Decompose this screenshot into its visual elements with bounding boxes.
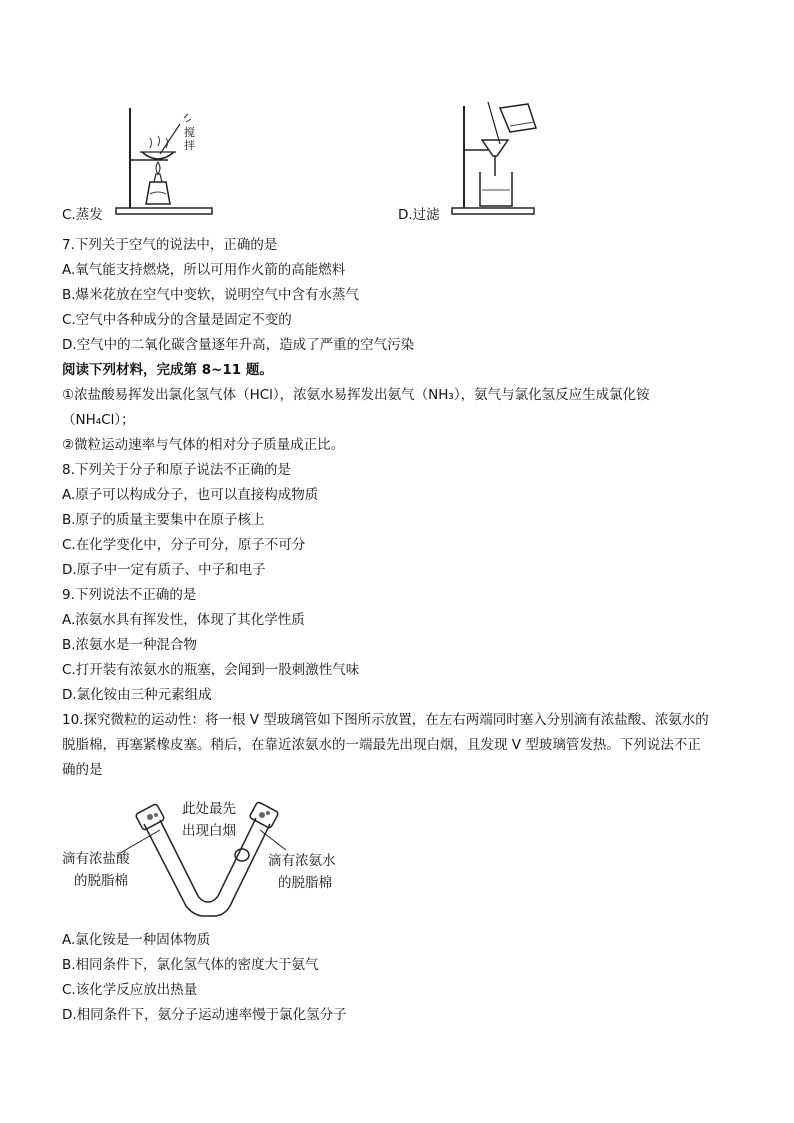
filtration-figure <box>448 100 548 218</box>
q7-option-d: D.空气中的二氧化碳含量逐年升高，造成了严重的空气污染 <box>62 337 415 353</box>
q9-option-a: A.浓氨水具有挥发性，体现了其化学性质 <box>62 612 305 628</box>
q9-stem: 9.下列说法不正确的是 <box>62 587 197 603</box>
v-tube-label-right-1: 滴有浓氨水 <box>268 853 336 869</box>
q9-option-c: C.打开装有浓氨水的瓶塞，会闻到一股刺激性气味 <box>62 662 360 678</box>
q10-stem-line1: 10.探究微粒的运动性：将一根 V 型玻璃管如下图所示放置，在左右两端同时塞入分别滴有浓盐酸、浓氨水的 <box>62 712 709 728</box>
q8-stem: 8.下列关于分子和原子说法不正确的是 <box>62 462 291 478</box>
q7-option-b: B.爆米花放在空气中变软，说明空气中含有水蒸气 <box>62 287 360 303</box>
q8-option-d: D.原子中一定有质子、中子和电子 <box>62 562 266 578</box>
v-tube-label-left-1: 滴有浓盐酸 <box>62 851 130 867</box>
option-c-caption: C.蒸发 <box>62 207 103 223</box>
q8-option-b: B.原子的质量主要集中在原子核上 <box>62 512 265 528</box>
option-d-caption: D.过滤 <box>398 207 440 223</box>
q7-option-a: A.氧气能支持燃烧，所以可用作火箭的高能燃料 <box>62 262 346 278</box>
q8-option-a: A.原子可以构成分子，也可以直接构成物质 <box>62 487 319 503</box>
q9-option-b: B.浓氨水是一种混合物 <box>62 637 198 653</box>
material-2: ②微粒运动速率与气体的相对分子质量成正比。 <box>62 437 345 453</box>
q8-option-c: C.在化学变化中，分子可分，原子不可分 <box>62 537 306 553</box>
q10-option-a: A.氯化铵是一种固体物质 <box>62 932 211 948</box>
q10-option-c: C.该化学反应放出热量 <box>62 982 198 998</box>
material-1-line1: ①浓盐酸易挥发出氯化氢气体（HCl），浓氨水易挥发出氨气（NH₃），氨气与氯化氢反应生成氯化铵 <box>62 387 650 403</box>
q10-stem-line2: 脱脂棉，再塞紧橡皮塞。稍后，在靠近浓氨水的一端最先出现白烟，且发现 V 型玻璃管发热。下列说法不正 <box>62 737 701 753</box>
q10-option-b: B.相同条件下，氯化氢气体的密度大于氨气 <box>62 957 319 973</box>
q10-stem-line3: 确的是 <box>62 762 103 778</box>
q9-option-d: D.氯化铵由三种元素组成 <box>62 687 212 703</box>
reading-heading: 阅读下列材料，完成第 8~11 题。 <box>62 362 273 378</box>
v-tube-label-left-2: 的脱脂棉 <box>74 873 128 889</box>
evaporation-figure <box>110 104 220 216</box>
v-tube-label-top-2: 出现白烟 <box>182 823 236 839</box>
q7-option-c: C.空气中各种成分的含量是固定不变的 <box>62 312 292 328</box>
q7-stem: 7.下列关于空气的说法中，正确的是 <box>62 237 278 253</box>
q10-option-d: D.相同条件下，氨分子运动速率慢于氯化氢分子 <box>62 1007 347 1023</box>
v-tube-label-right-2: 的脱脂棉 <box>278 875 332 891</box>
material-1-line2: （NH₄Cl）； <box>62 412 135 428</box>
v-tube-label-top-1: 此处最先 <box>182 801 236 817</box>
stir-label: 搅拌 <box>184 126 195 152</box>
